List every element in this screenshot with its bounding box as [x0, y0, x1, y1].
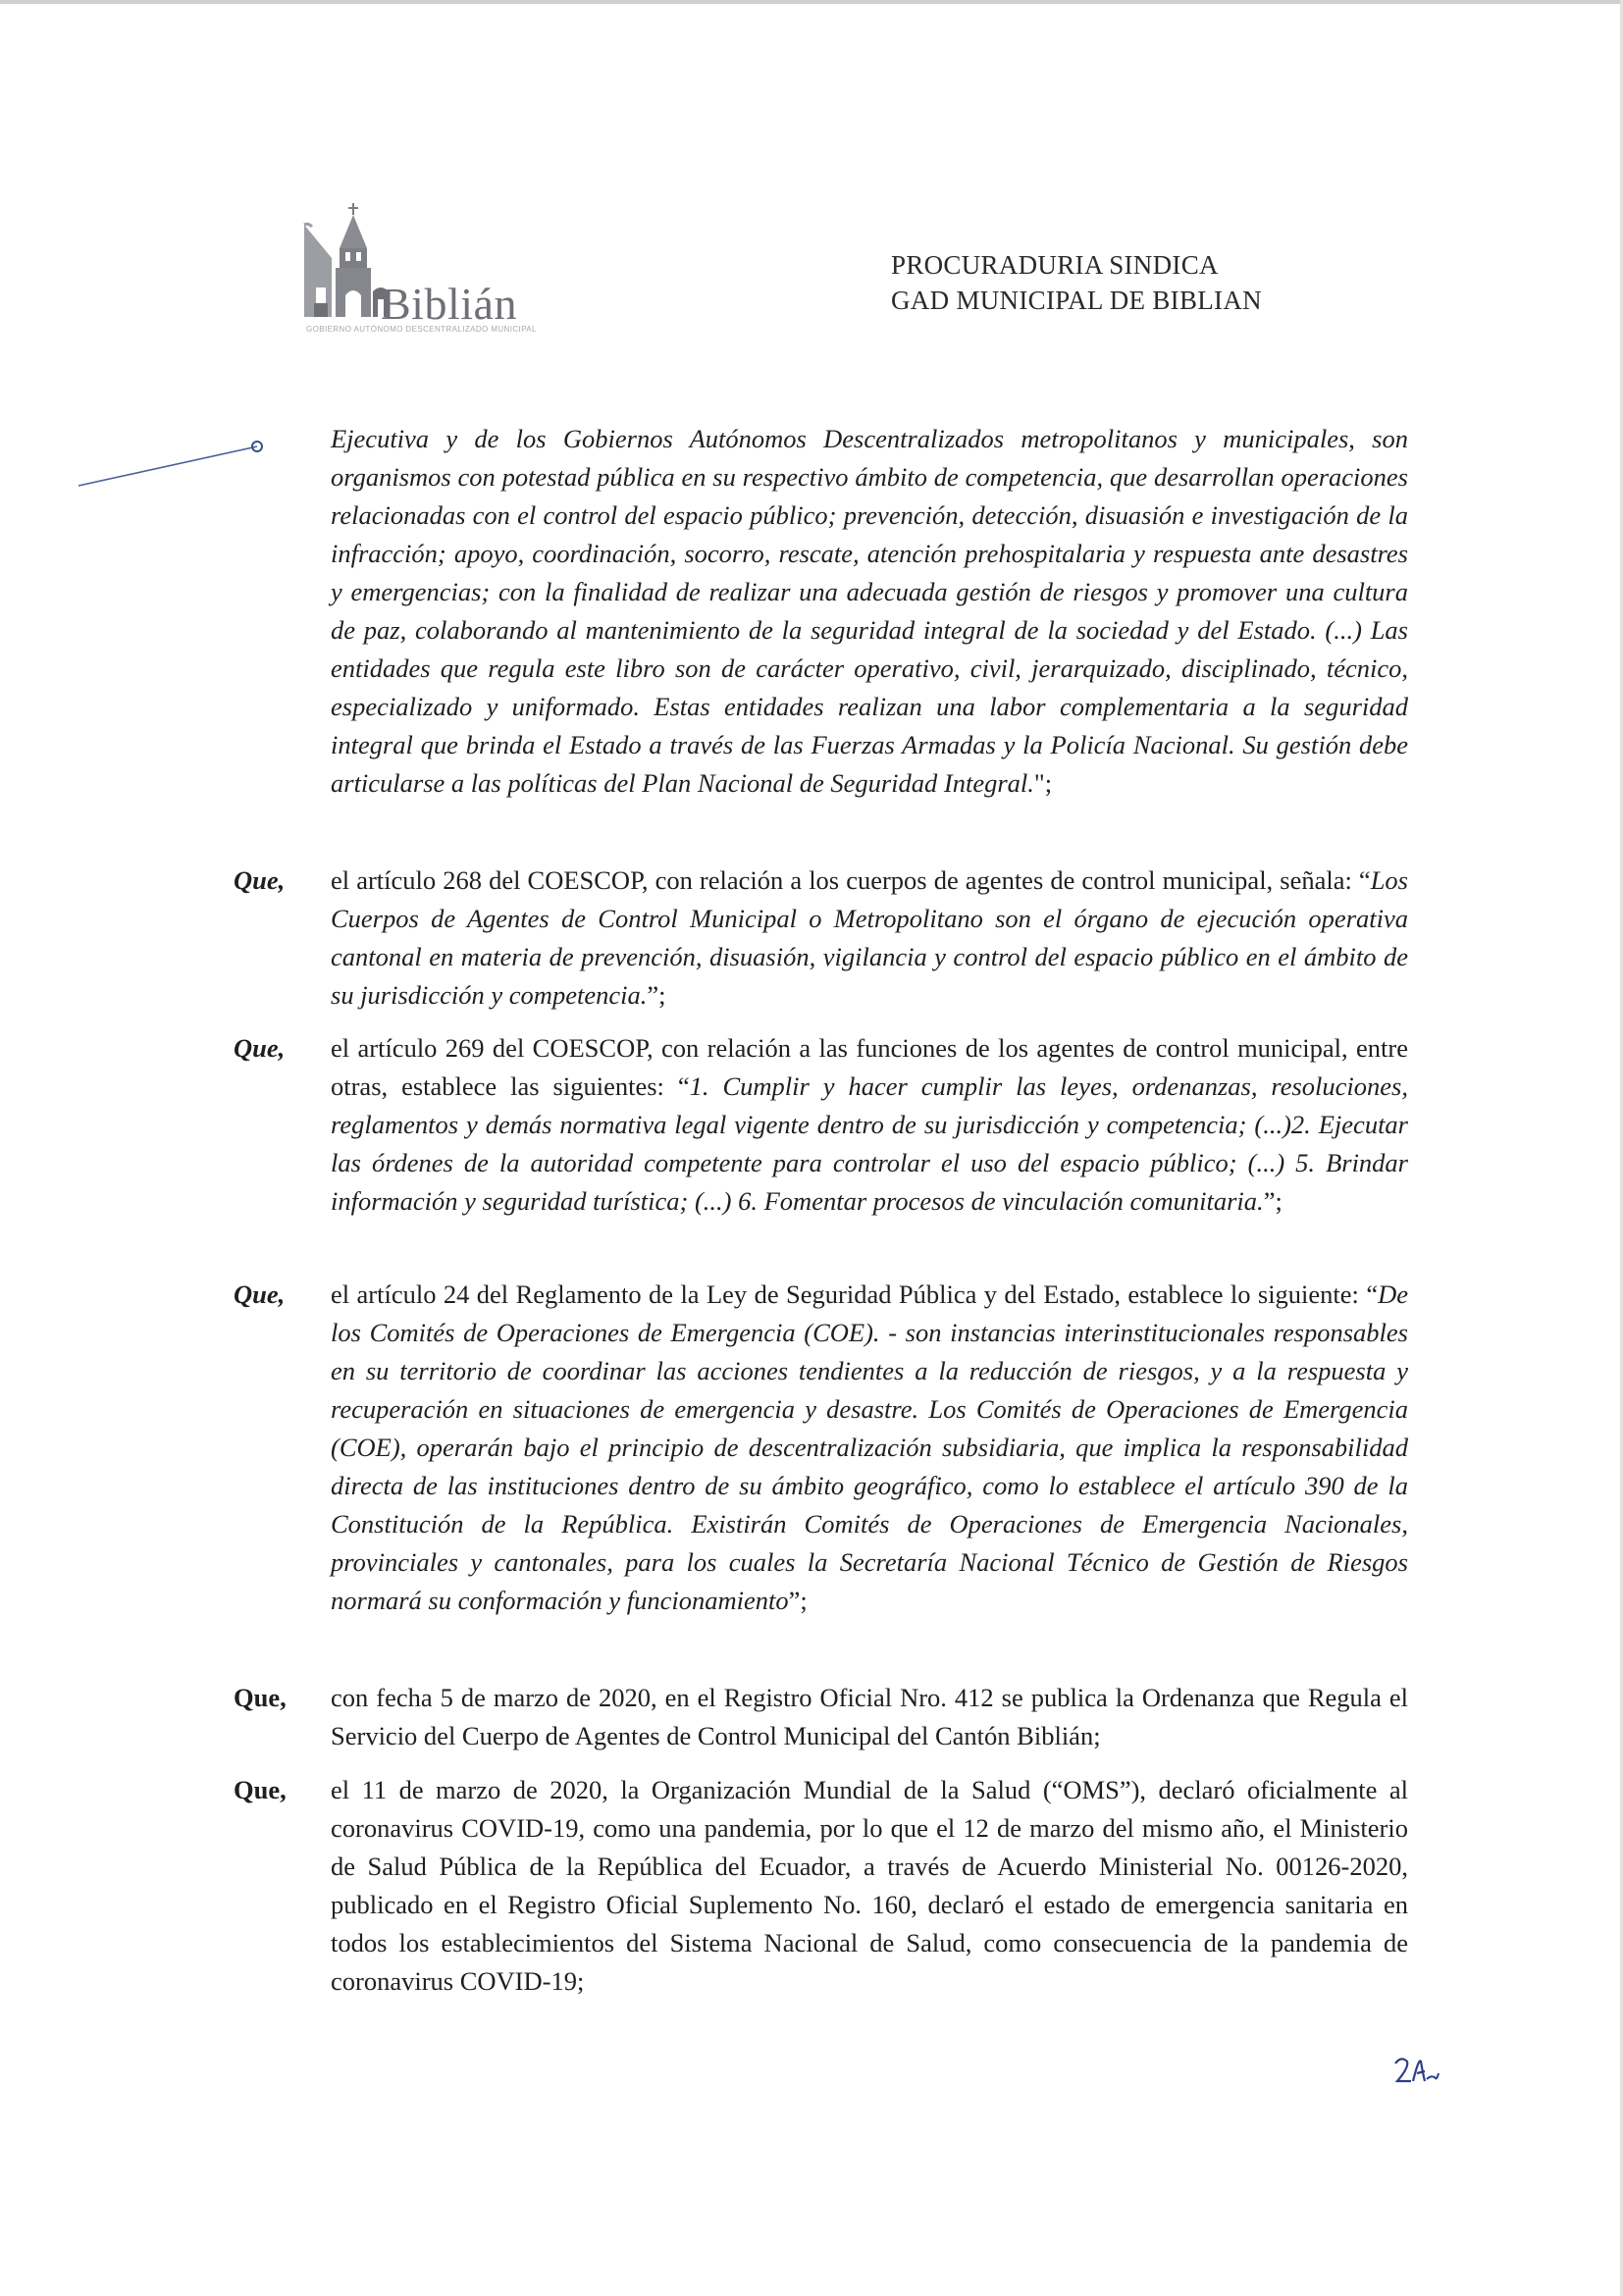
- clause-lead: el artículo 24 del Reglamento de la Ley de Seguridad Pública y del Estado, establece lo siguiente: “: [331, 1279, 1379, 1309]
- clause-text: [331, 1276, 1408, 1620]
- intro-paragraph: [331, 420, 1408, 803]
- clause-text: [331, 861, 1408, 1015]
- pen-mark: [0, 0, 294, 510]
- clause-tail: ”;: [788, 1586, 808, 1615]
- handwritten-page-number: [1391, 2054, 1440, 2094]
- clause-tail: ”;: [647, 980, 666, 1010]
- logo-wordmark: Biblián: [381, 279, 517, 329]
- clause-lead: el artículo 269 del COESCOP, con relación a las funciones de los agentes de control municipal, entre otras, establece las siguientes: “: [331, 1033, 1408, 1101]
- clause-tail: ”;: [1263, 1186, 1283, 1216]
- intro-quote: Ejecutiva y de los Gobiernos Autónomos Descentralizados metropolitanos y municipales, son organismos con potestad pública en su respectivo ámbito de competencia, que desarrollan operaciones relacionadas con el control del espacio público; prevención, detección, disuasión e investigación de la infracción; apoyo, coordinación, socorro, rescate, atención prehospitalaria y respuesta ante desastres y emergencias; con la finalidad de realizar una adecuada gestión de riesgos y promover una cultura de paz, colaborando al mantenimiento de la seguridad integral de la sociedad y del Estado. (...) Las entidades que regula este libro son de carácter operativo, civil, jerarquizado, disciplinado, técnico, especializado y uniformado. Estas entidades realizan una labor complementaria a la seguridad integral que brinda el Estado a través de las Fuerzas Armadas y la Policía Nacional. Su gestión debe articularse a las políticas del Plan Nacional de Seguridad Integral.: [331, 424, 1408, 798]
- biblian-logo: [302, 201, 548, 339]
- intro-tail: ";: [1033, 768, 1053, 798]
- clause-lead: el artículo 268 del COESCOP, con relación a los cuerpos de agentes de control municipal, señala: “: [331, 865, 1371, 895]
- whereas-label: Que,: [234, 1775, 287, 1804]
- clause-lead: el 11 de marzo de 2020, la Organización Mundial de la Salud (“OMS”), declaró oficialmente al coronavirus COVID-19, como una pandemia, por lo que el 12 de marzo del mismo año, el Ministerio de Salud Pública de la República del Ecuador, a través de Acuerdo Ministerial No. 00126-2020, publicado en el Registro Oficial Suplemento No. 160, declaró el estado de emergencia sanitaria en todos los establecimientos del Sistema Nacional de Salud, como consecuencia de la pandemia de coronavirus COVID-19;: [331, 1775, 1408, 1996]
- clause-text: [331, 1771, 1408, 2001]
- clause-quote: De los Comités de Operaciones de Emergencia (COE). - son instancias interinstitucionales responsables en su territorio de coordinar las acciones tendientes a la reducción de riesgos, y a la respuesta y recuperación en situaciones de emergencia y desastre. Los Comités de Operaciones de Emergencia (COE), operarán bajo el principio de descentralización subsidiaria, que implica la responsabilidad directa de las instituciones dentro de su ámbito geográfico, como lo establece el artículo 390 de la Constitución de la República. Existirán Comités de Operaciones de Emergencia Nacionales, provinciales y cantonales, para los cuales la Secretaría Nacional Técnico de Gestión de Riesgos normará su conformación y funcionamiento: [331, 1279, 1408, 1615]
- clause-quote: 1. Cumplir y hacer cumplir las leyes, ordenanzas, resoluciones, reglamentos y demás normativa legal vigente dentro de su jurisdicción y competencia; (...)2. Ejecutar las órdenes de la autoridad competente para controlar el uso del espacio público; (...) 5. Brindar información y seguridad turística; (...) 6. Fomentar procesos de vinculación comunitaria.: [331, 1071, 1408, 1216]
- clause-quote: Los Cuerpos de Agentes de Control Municipal o Metropolitano son el órgano de ejecución operativa cantonal en materia de prevención, disuasión, vigilancia y control del espacio público en el ámbito de su jurisdicción y competencia.: [331, 865, 1408, 1010]
- institution-name: GAD MUNICIPAL DE BIBLIAN: [891, 286, 1262, 315]
- clause-text: [331, 1029, 1408, 1221]
- office-name: PROCURADURIA SINDICA: [891, 250, 1219, 280]
- whereas-label: Que,: [234, 1033, 286, 1063]
- clause-text: [331, 1679, 1408, 1755]
- office-header: [891, 247, 1262, 318]
- whereas-label: Que,: [234, 1683, 287, 1712]
- church-icon: [302, 201, 391, 324]
- logo-tagline: GOBIERNO AUTÓNOMO DESCENTRALIZADO MUNICIPAL: [306, 325, 537, 334]
- whereas-label: Que,: [234, 865, 286, 895]
- clause-lead: con fecha 5 de marzo de 2020, en el Registro Oficial Nro. 412 se publica la Ordenanza que Regula el Servicio del Cuerpo de Agentes de Control Municipal del Cantón Biblián;: [331, 1683, 1408, 1750]
- whereas-label: Que,: [234, 1279, 286, 1309]
